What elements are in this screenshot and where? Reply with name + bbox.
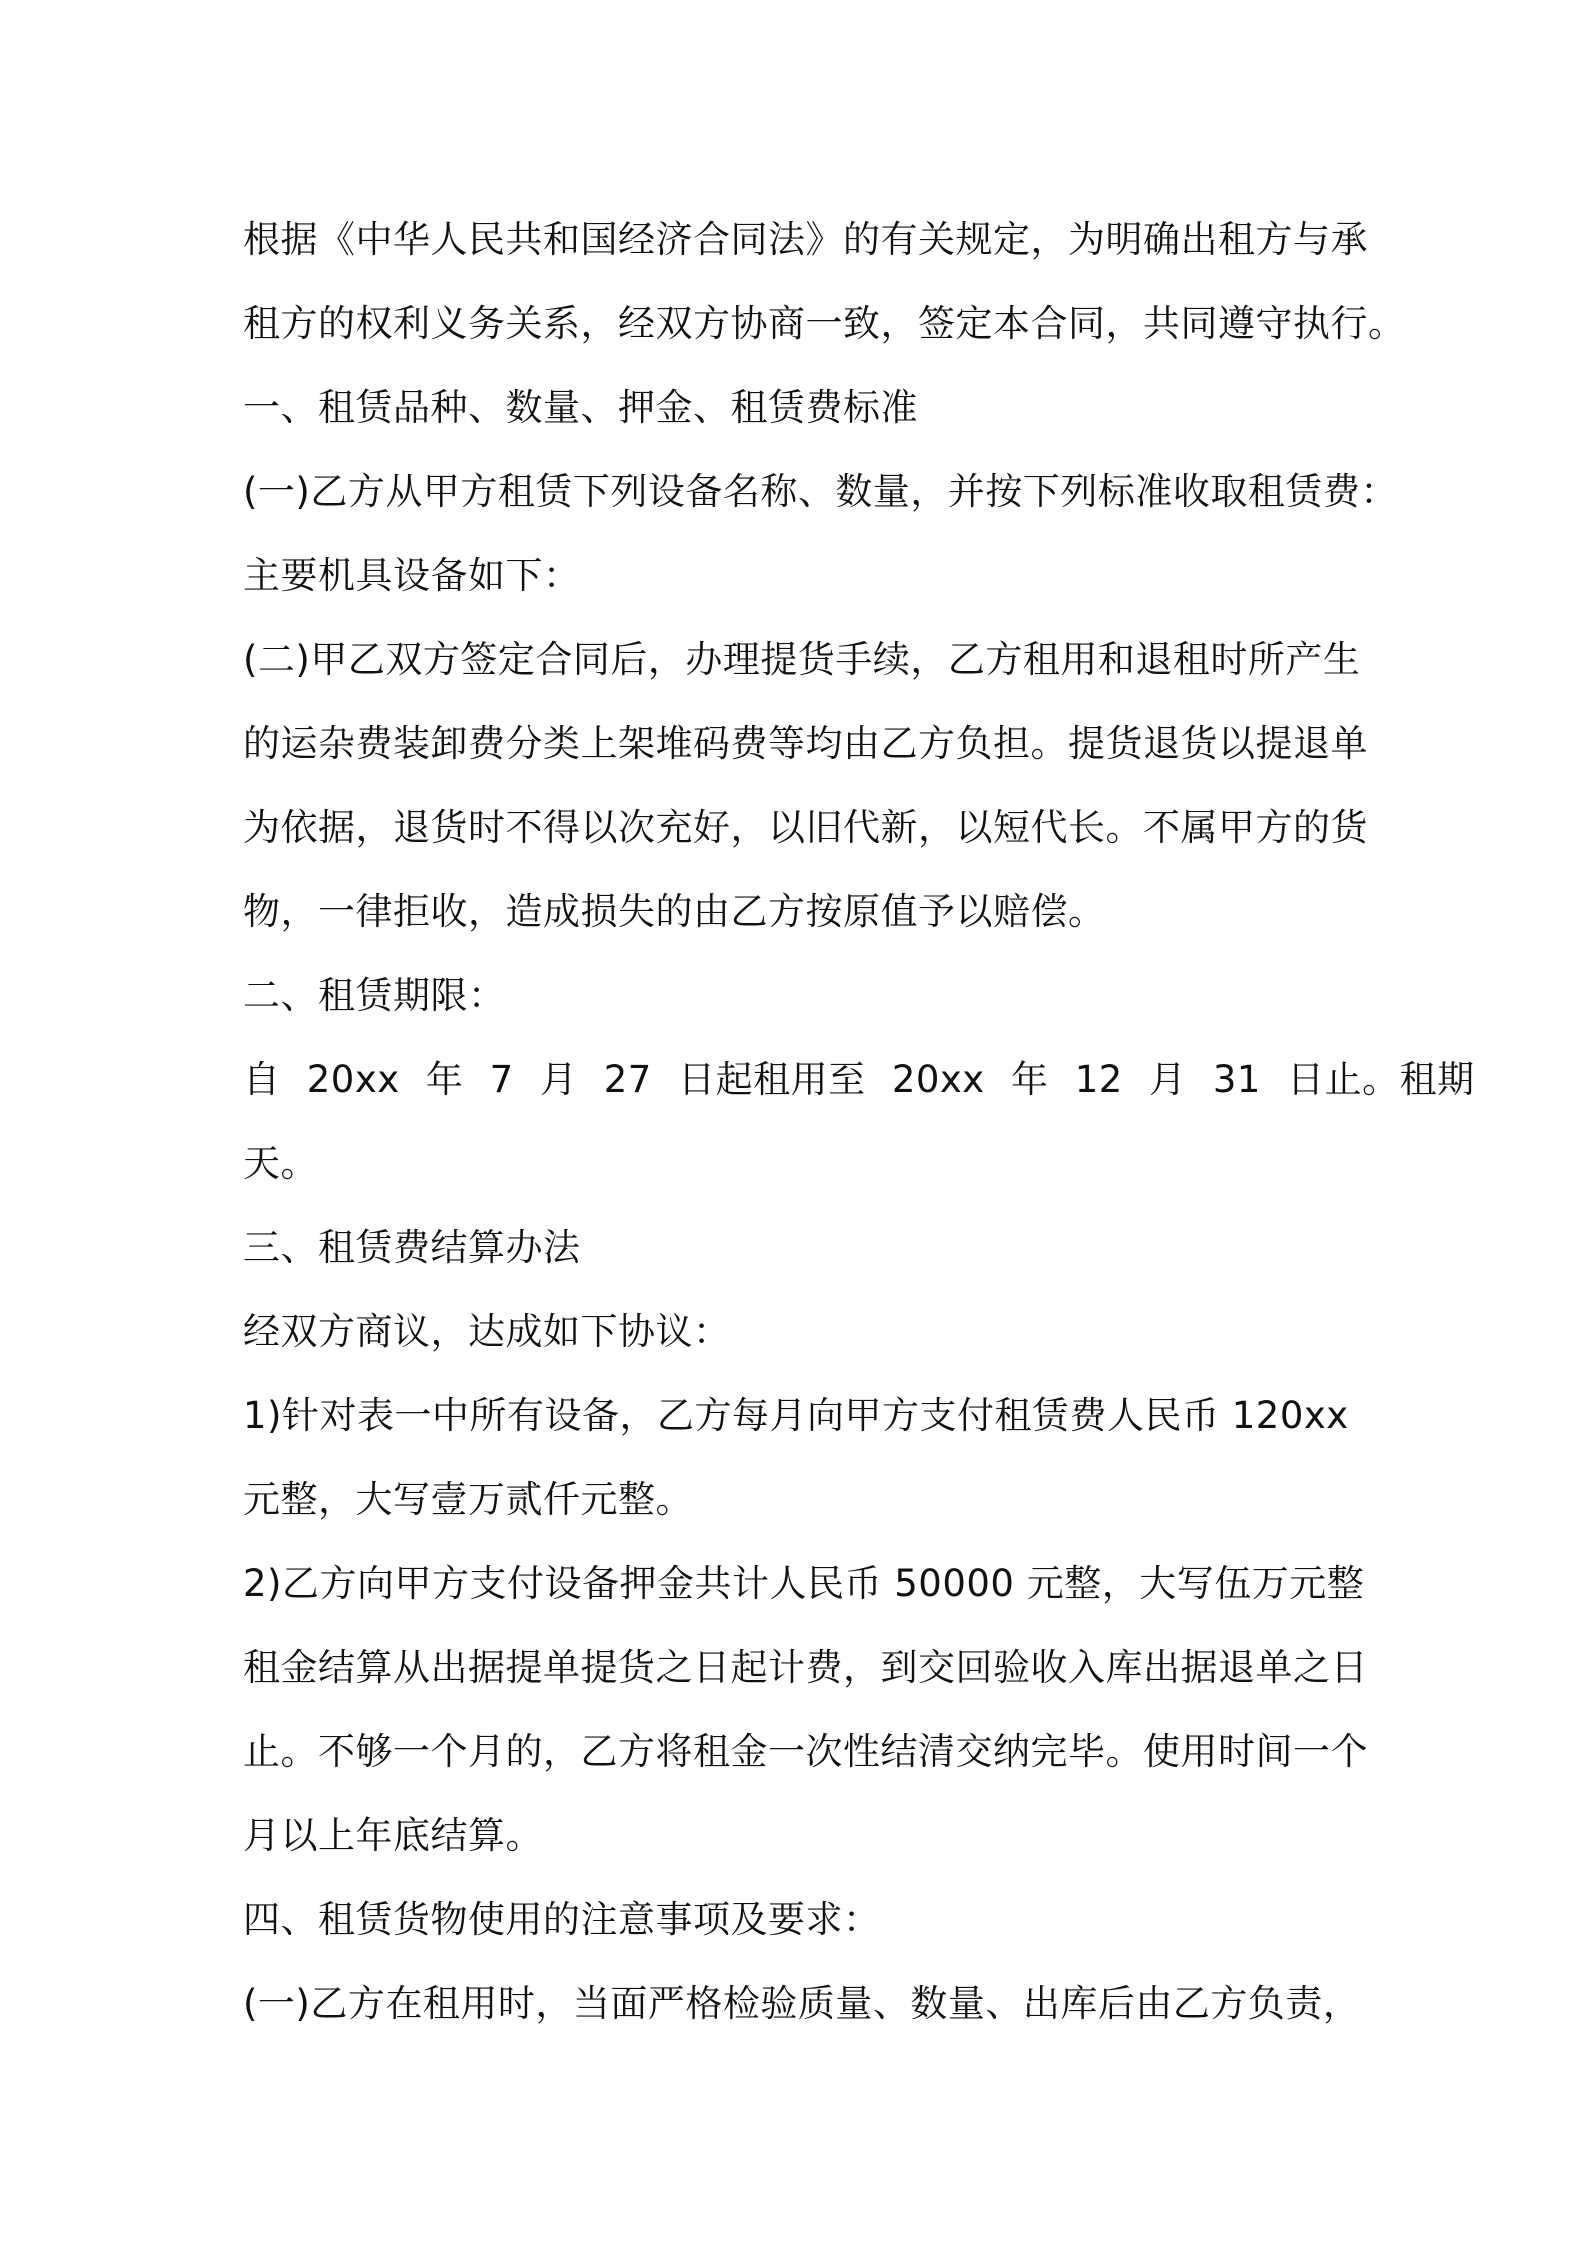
paragraph-line: 物，一律拒收，造成损失的由乙方按原值予以赔偿。 xyxy=(243,890,1106,933)
paragraph-line: 月以上年底结算。 xyxy=(243,1814,543,1857)
paragraph-line: (二)甲乙双方签定合同后，办理提货手续，乙方租用和退租时所产生 xyxy=(243,638,1361,681)
paragraph-line: 租方的权利义务关系，经双方协商一致，签定本合同，共同遵守执行。 xyxy=(243,302,1406,345)
section-heading: 四、租赁货物使用的注意事项及要求： xyxy=(243,1898,881,1941)
paragraph-line: 自 20xx 年 7 月 27 日起租用至 20xx 年 12 月 31 日止。租期 xyxy=(243,1058,1475,1101)
paragraph-line: 根据《中华人民共和国经济合同法》的有关规定，为明确出租方与承 xyxy=(243,218,1368,261)
paragraph-line: 租金结算从出据提单提货之日起计费，到交回验收入库出据退单之日 xyxy=(243,1646,1368,1689)
paragraph-line: (一)乙方从甲方租赁下列设备名称、数量，并按下列标准收取租赁费： xyxy=(243,470,1398,513)
paragraph-line: 2)乙方向甲方支付设备押金共计人民币 50000 元整，大写伍万元整 xyxy=(243,1562,1365,1605)
paragraph-line: 元整，大写壹万贰仟元整。 xyxy=(243,1478,693,1521)
paragraph-line: 天。 xyxy=(243,1142,318,1185)
section-heading: 一、租赁品种、数量、押金、租赁费标准 xyxy=(243,386,918,429)
contract-page xyxy=(243,198,1475,2046)
paragraph-line: 为依据，退货时不得以次充好，以旧代新，以短代长。不属甲方的货 xyxy=(243,806,1368,849)
paragraph-line: 的运杂费装卸费分类上架堆码费等均由乙方负担。提货退货以提退单 xyxy=(243,722,1368,765)
paragraph-line: 主要机具设备如下： xyxy=(243,554,581,597)
paragraph-line: 1)针对表一中所有设备，乙方每月向甲方支付租赁费人民币 120xx xyxy=(243,1394,1349,1437)
paragraph-line: 经双方商议，达成如下协议： xyxy=(243,1310,731,1353)
section-heading: 三、租赁费结算办法 xyxy=(243,1226,581,1269)
section-heading: 二、租赁期限： xyxy=(243,974,506,1017)
paragraph-line: 止。不够一个月的，乙方将租金一次性结清交纳完毕。使用时间一个 xyxy=(243,1730,1368,1773)
paragraph-line: (一)乙方在租用时，当面严格检验质量、数量、出库后由乙方负责， xyxy=(243,1982,1361,2025)
